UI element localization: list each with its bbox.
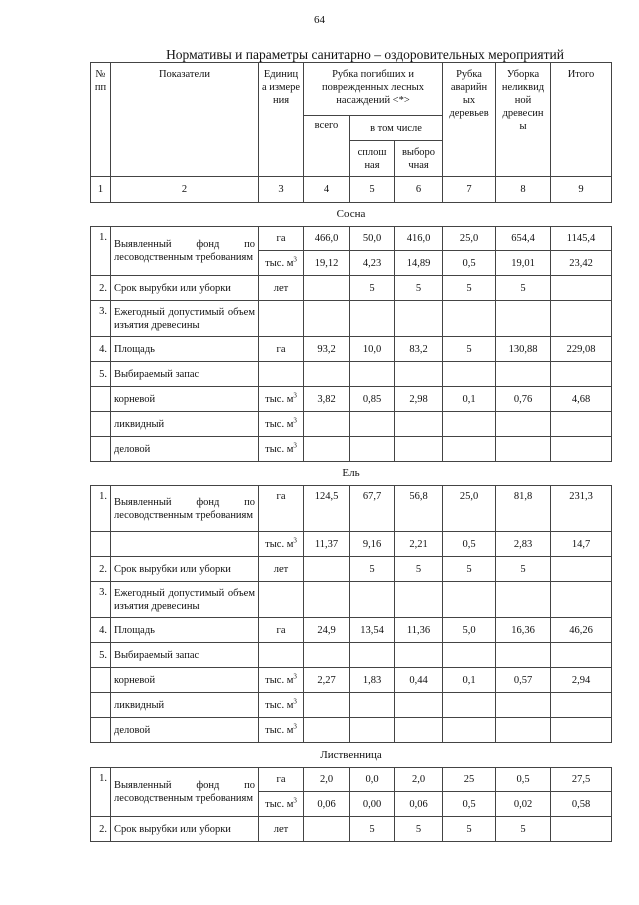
value-cell: 24,9: [304, 618, 350, 643]
value-cell: [395, 412, 443, 437]
value-cell: 19,12: [304, 251, 350, 276]
value-cell: 4,68: [551, 387, 612, 412]
value-cell: [551, 412, 612, 437]
row-number: [91, 532, 111, 557]
indicator-label: Площадь: [111, 337, 259, 362]
row-number: 4.: [91, 618, 111, 643]
header-cleanup: Уборка неликвид ной древесин ы: [496, 63, 551, 177]
value-cell: [395, 643, 443, 668]
header-felling-group: Рубка погибших и поврежденных лесных насаждений <*>: [304, 63, 443, 116]
value-cell: [551, 693, 612, 718]
indicator-label: Срок вырубки или уборки: [111, 557, 259, 582]
value-cell: [304, 643, 350, 668]
value-cell: 2,94: [551, 668, 612, 693]
value-cell: [350, 437, 395, 462]
value-cell: 14,89: [395, 251, 443, 276]
value-cell: 5: [395, 276, 443, 301]
value-cell: 27,5: [551, 768, 612, 792]
value-cell: 2,27: [304, 668, 350, 693]
unit-cell: га: [259, 227, 304, 251]
unit-m3: тыс. м: [265, 418, 294, 430]
unit-m3-superscript: 3: [293, 722, 297, 730]
value-cell: 9,16: [350, 532, 395, 557]
value-cell: [304, 693, 350, 718]
row-number: 3.: [91, 582, 111, 618]
row-number: [91, 668, 111, 693]
value-cell: [443, 693, 496, 718]
indicator-label: Выбираемый запас: [111, 643, 259, 668]
value-cell: 23,42: [551, 251, 612, 276]
value-cell: 0,5: [443, 792, 496, 817]
value-cell: [551, 557, 612, 582]
value-cell: 83,2: [395, 337, 443, 362]
value-cell: [304, 362, 350, 387]
col-number: 8: [496, 177, 551, 203]
unit-cell: [259, 668, 304, 693]
indicator-label: корневой: [111, 387, 259, 412]
row-number: [91, 437, 111, 462]
value-cell: 25,0: [443, 486, 496, 532]
row-number: [91, 693, 111, 718]
value-cell: [395, 693, 443, 718]
indicator-label: Выбираемый запас: [111, 362, 259, 387]
indicator-label: Ежегодный допустимый объем изъятия древесины: [111, 301, 259, 337]
value-cell: 5: [395, 557, 443, 582]
value-cell: 5: [350, 276, 395, 301]
value-cell: 10,0: [350, 337, 395, 362]
value-cell: [443, 362, 496, 387]
document-title: Нормативы и параметры санитарно – оздоровительных мероприятий: [166, 47, 564, 62]
indicator-label: Срок вырубки или уборки: [111, 276, 259, 301]
value-cell: [304, 582, 350, 618]
header-clear: сплош ная: [350, 141, 395, 177]
unit-cell: га: [259, 486, 304, 532]
indicator-label: ликвидный: [111, 412, 259, 437]
value-cell: [304, 557, 350, 582]
row-number: 4.: [91, 337, 111, 362]
value-cell: 1145,4: [551, 227, 612, 251]
row-number: 1.: [91, 486, 111, 532]
value-cell: 25,0: [443, 227, 496, 251]
value-cell: 50,0: [350, 227, 395, 251]
value-cell: 67,7: [350, 486, 395, 532]
unit-cell: [259, 792, 304, 817]
value-cell: 5: [443, 817, 496, 842]
value-cell: 416,0: [395, 227, 443, 251]
unit-m3-superscript: 3: [293, 391, 297, 399]
value-cell: 0,00: [350, 792, 395, 817]
value-cell: 2,83: [496, 532, 551, 557]
col-number: 5: [350, 177, 395, 203]
indicator-label: [111, 532, 259, 557]
value-cell: 0,85: [350, 387, 395, 412]
col-number: 2: [111, 177, 259, 203]
value-cell: [551, 582, 612, 618]
unit-cell: [259, 532, 304, 557]
col-number: 1: [91, 177, 111, 203]
header-total: всего: [304, 116, 350, 177]
header-unit: Единиц а измере ния: [259, 63, 304, 177]
value-cell: 0,57: [496, 668, 551, 693]
unit-cell: [259, 437, 304, 462]
value-cell: 93,2: [304, 337, 350, 362]
value-cell: 2,0: [395, 768, 443, 792]
page-number: 64: [314, 14, 325, 26]
indicator-label: Срок вырубки или уборки: [111, 817, 259, 842]
value-cell: [496, 718, 551, 743]
value-cell: [350, 643, 395, 668]
indicator-label: деловой: [111, 437, 259, 462]
unit-m3: тыс. м: [265, 538, 294, 550]
section-title: Сосна: [91, 203, 612, 227]
value-cell: [496, 362, 551, 387]
value-cell: 130,88: [496, 337, 551, 362]
value-cell: 46,26: [551, 618, 612, 643]
value-cell: 5: [496, 817, 551, 842]
unit-cell: [259, 643, 304, 668]
value-cell: [551, 362, 612, 387]
col-number: 9: [551, 177, 612, 203]
indicator-label: корневой: [111, 668, 259, 693]
value-cell: 0,44: [395, 668, 443, 693]
row-number: [91, 387, 111, 412]
row-number: 5.: [91, 643, 111, 668]
value-cell: [496, 582, 551, 618]
unit-cell: [259, 582, 304, 618]
value-cell: 0,76: [496, 387, 551, 412]
indicator-label: Площадь: [111, 618, 259, 643]
unit-m3: тыс. м: [265, 393, 294, 405]
unit-cell: лет: [259, 276, 304, 301]
value-cell: 5: [496, 557, 551, 582]
value-cell: 231,3: [551, 486, 612, 532]
header-selective: выборо чная: [395, 141, 443, 177]
row-number: 3.: [91, 301, 111, 337]
value-cell: [551, 276, 612, 301]
unit-m3-superscript: 3: [293, 536, 297, 544]
value-cell: 0,0: [350, 768, 395, 792]
value-cell: [443, 582, 496, 618]
value-cell: 229,08: [551, 337, 612, 362]
value-cell: [350, 693, 395, 718]
unit-cell: га: [259, 337, 304, 362]
value-cell: [395, 582, 443, 618]
col-number: 3: [259, 177, 304, 203]
value-cell: 56,8: [395, 486, 443, 532]
unit-m3-superscript: 3: [293, 796, 297, 804]
value-cell: 25: [443, 768, 496, 792]
value-cell: [496, 437, 551, 462]
value-cell: [551, 301, 612, 337]
value-cell: [443, 437, 496, 462]
value-cell: [395, 301, 443, 337]
unit-cell: лет: [259, 817, 304, 842]
unit-m3-superscript: 3: [293, 672, 297, 680]
indicator-label: Выявленный фонд по лесоводственным требованиям: [111, 486, 259, 532]
value-cell: [304, 276, 350, 301]
value-cell: [443, 718, 496, 743]
row-number: 2.: [91, 557, 111, 582]
unit-m3: тыс. м: [265, 443, 294, 455]
value-cell: 0,06: [395, 792, 443, 817]
unit-cell: [259, 387, 304, 412]
col-number: 6: [395, 177, 443, 203]
value-cell: [551, 817, 612, 842]
unit-cell: [259, 362, 304, 387]
value-cell: 5: [350, 557, 395, 582]
value-cell: 16,36: [496, 618, 551, 643]
value-cell: 14,7: [551, 532, 612, 557]
value-cell: 2,0: [304, 768, 350, 792]
value-cell: [395, 718, 443, 743]
indicator-label: Выявленный фонд по лесоводственным требованиям: [111, 227, 259, 276]
unit-m3-superscript: 3: [293, 416, 297, 424]
unit-cell: га: [259, 618, 304, 643]
value-cell: 5,0: [443, 618, 496, 643]
value-cell: 0,02: [496, 792, 551, 817]
value-cell: 19,01: [496, 251, 551, 276]
value-cell: [304, 412, 350, 437]
value-cell: 5: [395, 817, 443, 842]
unit-m3-superscript: 3: [293, 441, 297, 449]
indicator-label: ликвидный: [111, 693, 259, 718]
value-cell: 5: [443, 337, 496, 362]
unit-cell: [259, 301, 304, 337]
section-title: Лиственница: [91, 743, 612, 768]
value-cell: 5: [443, 276, 496, 301]
value-cell: 4,23: [350, 251, 395, 276]
unit-m3: тыс. м: [265, 257, 294, 269]
unit-m3-superscript: 3: [293, 697, 297, 705]
value-cell: 11,36: [395, 618, 443, 643]
unit-m3: тыс. м: [265, 724, 294, 736]
col-number: 7: [443, 177, 496, 203]
header-itogo: Итого: [551, 63, 612, 177]
value-cell: [496, 693, 551, 718]
header-emergency: Рубка аварийн ых деревьев: [443, 63, 496, 177]
value-cell: 0,5: [443, 532, 496, 557]
value-cell: [350, 301, 395, 337]
value-cell: 1,83: [350, 668, 395, 693]
unit-cell: га: [259, 768, 304, 792]
value-cell: 0,58: [551, 792, 612, 817]
indicator-label: Ежегодный допустимый объем изъятия древесины: [111, 582, 259, 618]
value-cell: 0,5: [496, 768, 551, 792]
value-cell: [304, 437, 350, 462]
row-number: 1.: [91, 227, 111, 276]
value-cell: 5: [496, 276, 551, 301]
value-cell: [304, 301, 350, 337]
indicator-label: деловой: [111, 718, 259, 743]
value-cell: [496, 412, 551, 437]
row-number: 2.: [91, 276, 111, 301]
value-cell: [350, 362, 395, 387]
row-number: [91, 718, 111, 743]
value-cell: 3,82: [304, 387, 350, 412]
value-cell: [551, 643, 612, 668]
unit-cell: [259, 693, 304, 718]
value-cell: 5: [443, 557, 496, 582]
unit-cell: [259, 718, 304, 743]
value-cell: 466,0: [304, 227, 350, 251]
row-number: 5.: [91, 362, 111, 387]
value-cell: [551, 437, 612, 462]
header-nn: № пп: [91, 63, 111, 177]
indicator-label: Выявленный фонд по лесоводственным требованиям: [111, 768, 259, 817]
value-cell: [551, 718, 612, 743]
row-number: 1.: [91, 768, 111, 817]
unit-m3: тыс. м: [265, 674, 294, 686]
value-cell: 81,8: [496, 486, 551, 532]
header-indicators: Показатели: [111, 63, 259, 177]
value-cell: 5: [350, 817, 395, 842]
value-cell: 2,98: [395, 387, 443, 412]
unit-m3: тыс. м: [265, 699, 294, 711]
unit-cell: [259, 412, 304, 437]
unit-cell: [259, 251, 304, 276]
value-cell: [395, 362, 443, 387]
value-cell: [496, 301, 551, 337]
row-number: [91, 412, 111, 437]
row-number: 2.: [91, 817, 111, 842]
value-cell: 0,1: [443, 668, 496, 693]
value-cell: 0,1: [443, 387, 496, 412]
value-cell: [395, 437, 443, 462]
value-cell: 0,06: [304, 792, 350, 817]
value-cell: [304, 817, 350, 842]
col-number: 4: [304, 177, 350, 203]
value-cell: [304, 718, 350, 743]
unit-m3: тыс. м: [265, 798, 294, 810]
value-cell: 654,4: [496, 227, 551, 251]
section-title: Ель: [91, 462, 612, 486]
unit-m3-superscript: 3: [293, 255, 297, 263]
value-cell: [443, 412, 496, 437]
header-in-that-number: в том числе: [350, 116, 443, 141]
value-cell: 0,5: [443, 251, 496, 276]
value-cell: [443, 301, 496, 337]
value-cell: [350, 718, 395, 743]
value-cell: [496, 643, 551, 668]
value-cell: 2,21: [395, 532, 443, 557]
value-cell: 124,5: [304, 486, 350, 532]
value-cell: [350, 582, 395, 618]
value-cell: [443, 643, 496, 668]
value-cell: [350, 412, 395, 437]
value-cell: 11,37: [304, 532, 350, 557]
norms-table: [90, 62, 612, 842]
unit-cell: лет: [259, 557, 304, 582]
value-cell: 13,54: [350, 618, 395, 643]
